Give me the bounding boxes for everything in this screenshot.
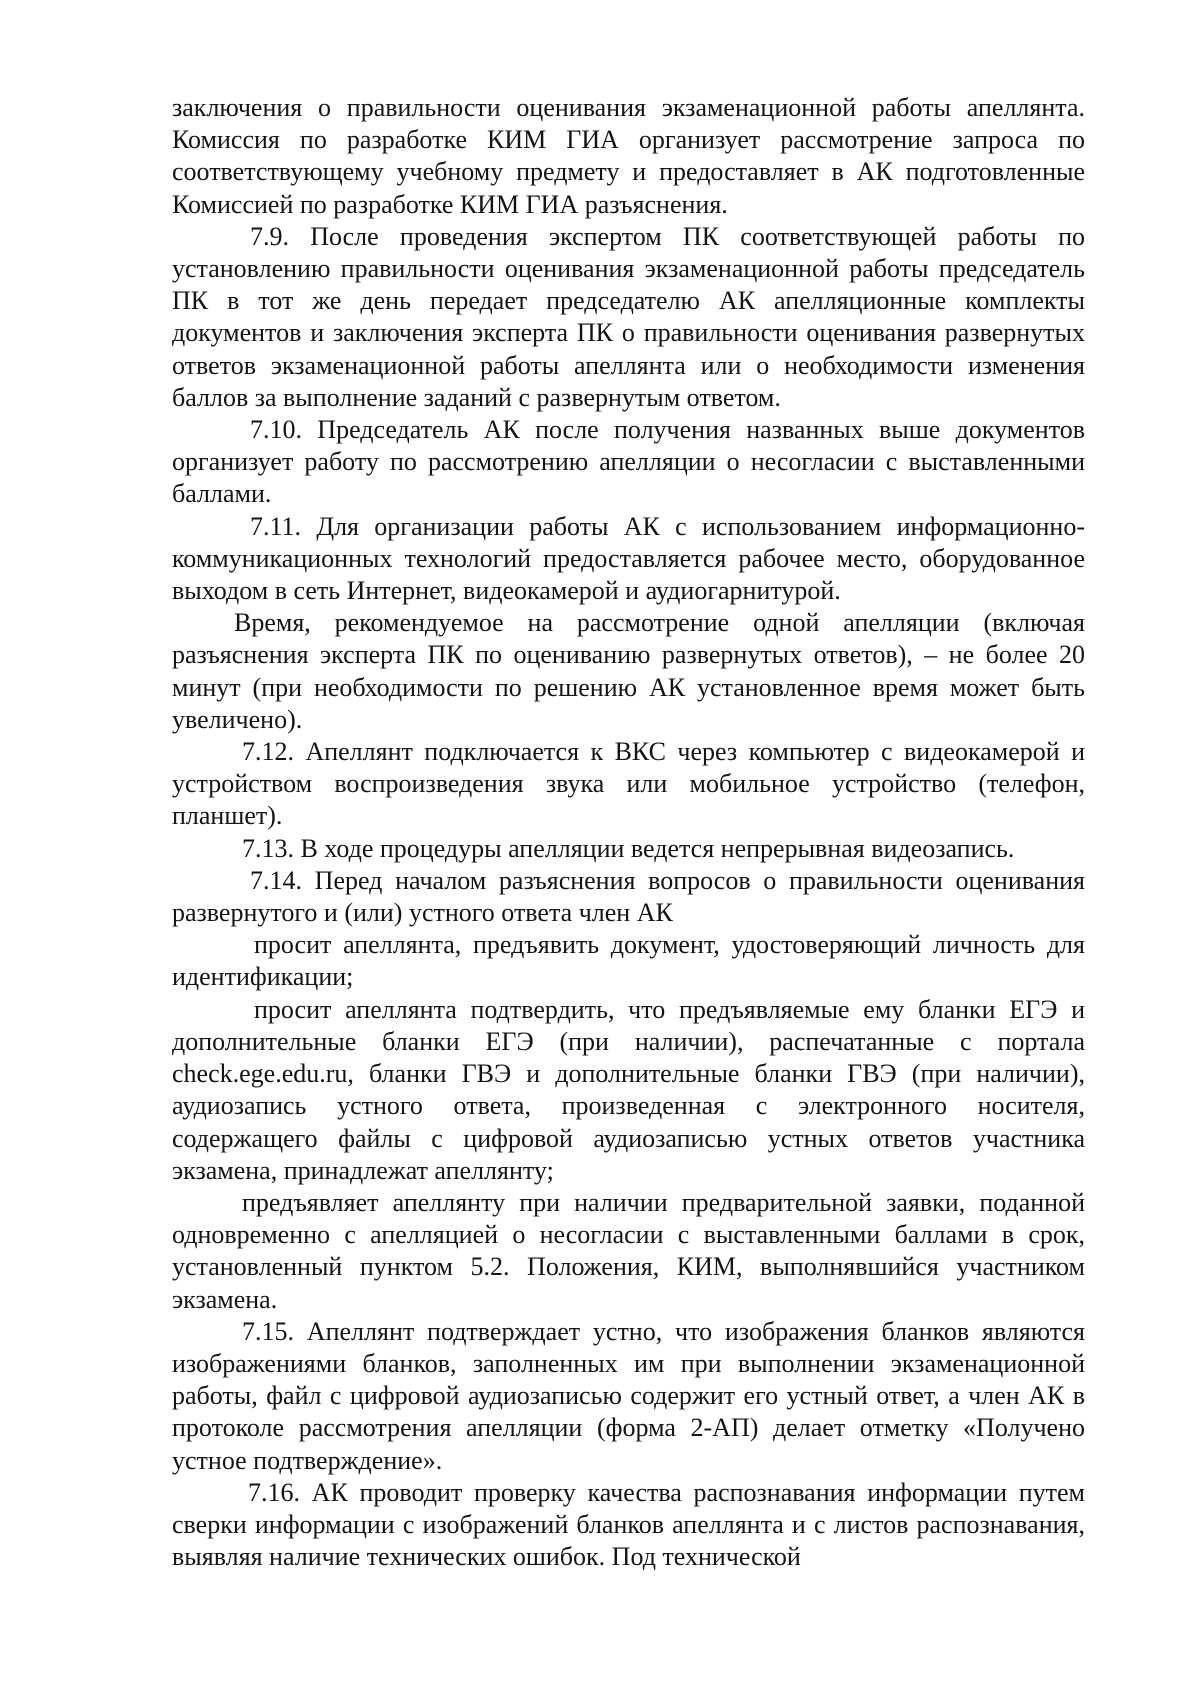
document-page [172, 92, 1085, 1573]
paragraph-7-12: 7.12. Апеллянт подключается к ВКС через компьютер с видеокамерой и устройством воспроизведения звука или мобильное устройство (телефон, планшет). [172, 737, 1085, 831]
paragraph-7-16: 7.16. АК проводит проверку качества распознавания информации путем сверки информации с изображений бланков апеллянта и с листов распознавания, выявляя наличие технических ошибок. Под технической [172, 1477, 1085, 1572]
paragraph-present-kim: предъявляет апеллянту при наличии предварительной заявки, поданной одновременно с апелляцией о несогласии с выставленными баллами в срок, установленный пунктом 5.2. Положения, КИМ, выполнявшийся участником экзамена. [172, 1187, 1085, 1314]
paragraph-continuation: заключения о правильности оценивания экзаменационной работы апеллянта. Комиссия по разработке КИМ ГИА организует рассмотрение запроса по соответствующему учебному предмету и предоставляет в АК подготовленные Комиссией по разработке КИМ ГИА разъяснения. [172, 93, 1085, 219]
paragraph-7-13: 7.13. В ходе процедуры апелляции ведется непрерывная видеозапись. [242, 833, 1015, 863]
paragraph-confirm-forms: просит апеллянта подтвердить, что предъявляемые ему бланки ЕГЭ и дополнительные бланки ЕГЭ (при наличии), распечатанные с портала check.ege.edu.ru, бланки ГВЭ и дополнительные бланки ГВЭ (при наличии), аудиозапись устного ответа, произведенная с электронного носителя, содержащего файлы с цифровой аудиозаписью устных ответов участника экзамена, принадлежат апеллянту; [172, 994, 1085, 1185]
paragraph-7-15: 7.15. Апеллянт подтверждает устно, что изображения бланков являются изображениями бланков, заполненных им при выполнении экзаменационной работы, файл с цифровой аудиозаписью содержит его устный ответ, а член АК в протоколе рассмотрения апелляции (форма 2-АП) делает отметку «Получено устное подтверждение». [172, 1316, 1085, 1475]
paragraph-time: Время, рекомендуемое на рассмотрение одной апелляции (включая разъяснения эксперта ПК по оцениванию развернутых ответов), – не более 20 минут (при необходимости по решению АК установленное время может быть увеличено). [172, 608, 1085, 734]
paragraph-7-11: 7.11. Для организации работы АК с использованием информационно-коммуникационных технологий предоставляется рабочее место, оборудованное выходом в сеть Интернет, видеокамерой и аудиогарнитурой. [172, 511, 1085, 606]
paragraph-7-14: 7.14. Перед началом разъяснения вопросов о правильности оценивания развернутого и (или) устного ответа член АК [172, 865, 1085, 928]
paragraph-7-9: 7.9. После проведения экспертом ПК соответствующей работы по установлению правильности оценивания экзаменационной работы председатель ПК в тот же день передает председателю АК апелляционные комплекты документов и заключения эксперта ПК о правильности оценивания развернутых ответов экзаменационной работы апеллянта или о необходимости изменения баллов за выполнение заданий с развернутым ответом. [172, 221, 1085, 412]
paragraph-7-10: 7.10. Председатель АК после получения названных выше документов организует работу по рассмотрению апелляции о несогласии с выставленными баллами. [172, 415, 1085, 509]
paragraph-identify: просит апеллянта, предъявить документ, удостоверяющий личность для идентификации; [172, 930, 1085, 992]
